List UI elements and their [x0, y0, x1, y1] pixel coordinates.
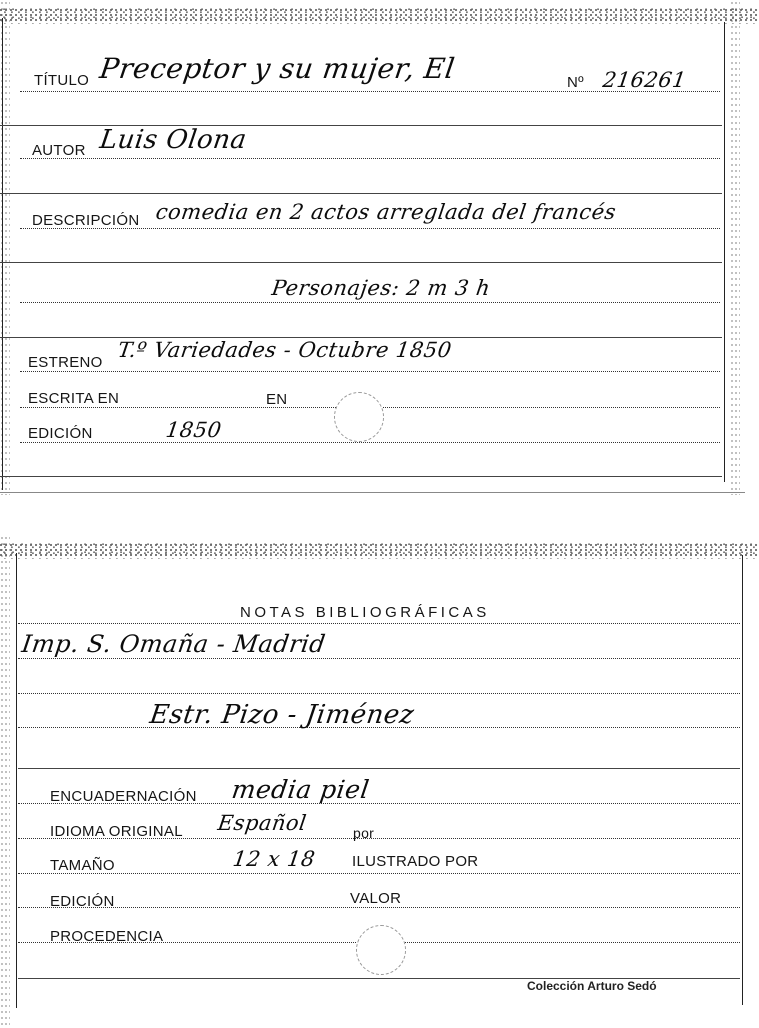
number-value: 216261	[601, 68, 688, 92]
note-line-1: Imp. S. Omaña - Madrid	[20, 630, 328, 658]
description-value-2: Personajes: 2 m 3 h	[270, 276, 492, 300]
written-in-label: ESCRITA EN	[28, 390, 120, 407]
rule-line	[0, 476, 722, 477]
size-value: 12 x 18	[231, 847, 317, 871]
rule-line	[20, 442, 720, 443]
by-label: por	[353, 825, 375, 841]
edition-value: 1850	[164, 418, 224, 442]
bibliographic-notes-heading: NOTAS BIBLIOGRÁFICAS	[240, 604, 490, 621]
premiere-label: ESTRENO	[28, 354, 103, 371]
card-left-border	[2, 18, 3, 490]
card-left-border	[16, 553, 17, 1008]
value-label: VALOR	[350, 890, 402, 907]
rule-line	[0, 193, 722, 194]
card-right-edge	[730, 0, 740, 495]
edition-label: EDICIÓN	[50, 893, 115, 910]
description-value: comedia en 2 actos arreglada del francés	[154, 200, 618, 224]
catalog-card-back	[0, 535, 759, 1028]
note-line-2: Estr. Pizo - Jiménez	[147, 700, 417, 730]
written-en-label: EN	[266, 391, 288, 408]
premiere-value: T.º Variedades - Octubre 1850	[116, 338, 454, 362]
rule-line	[18, 658, 740, 659]
original-language-label: IDIOMA ORIGINAL	[50, 823, 183, 840]
rule-line	[0, 262, 722, 263]
binding-label: ENCUADERNACIÓN	[50, 788, 197, 805]
card-right-border	[742, 555, 743, 1005]
rule-line	[20, 371, 720, 372]
card-top-edge-speckle	[0, 8, 759, 24]
punch-hole	[356, 925, 406, 975]
punch-hole	[334, 392, 384, 442]
edition-label: EDICIÓN	[28, 425, 93, 442]
author-value: Luis Olona	[97, 125, 249, 155]
title-value: Preceptor y su mujer, El	[97, 52, 458, 85]
binding-value: media piel	[229, 775, 372, 804]
original-language-value: Español	[216, 811, 309, 835]
size-label: TAMAÑO	[50, 857, 115, 874]
author-label: AUTOR	[32, 142, 86, 159]
title-label: TÍTULO	[34, 72, 90, 89]
card-top-edge-speckle	[0, 543, 759, 559]
rule-line	[18, 873, 740, 874]
rule-line	[20, 302, 720, 303]
rule-line	[18, 768, 740, 769]
card-right-border	[724, 22, 725, 482]
collection-credit: Colección Arturo Sedó	[527, 979, 657, 993]
rule-line	[20, 158, 720, 159]
catalog-card-front	[0, 0, 759, 495]
rule-line	[18, 693, 740, 694]
number-label: Nº	[567, 74, 584, 91]
provenance-label: PROCEDENCIA	[50, 928, 164, 945]
rule-line	[18, 907, 740, 908]
rule-line	[18, 623, 740, 624]
card-left-edge	[0, 535, 10, 1028]
description-label: DESCRIPCIÓN	[32, 212, 140, 229]
illustrated-by-label: ILUSTRADO POR	[352, 853, 479, 870]
card-divider	[0, 492, 745, 493]
